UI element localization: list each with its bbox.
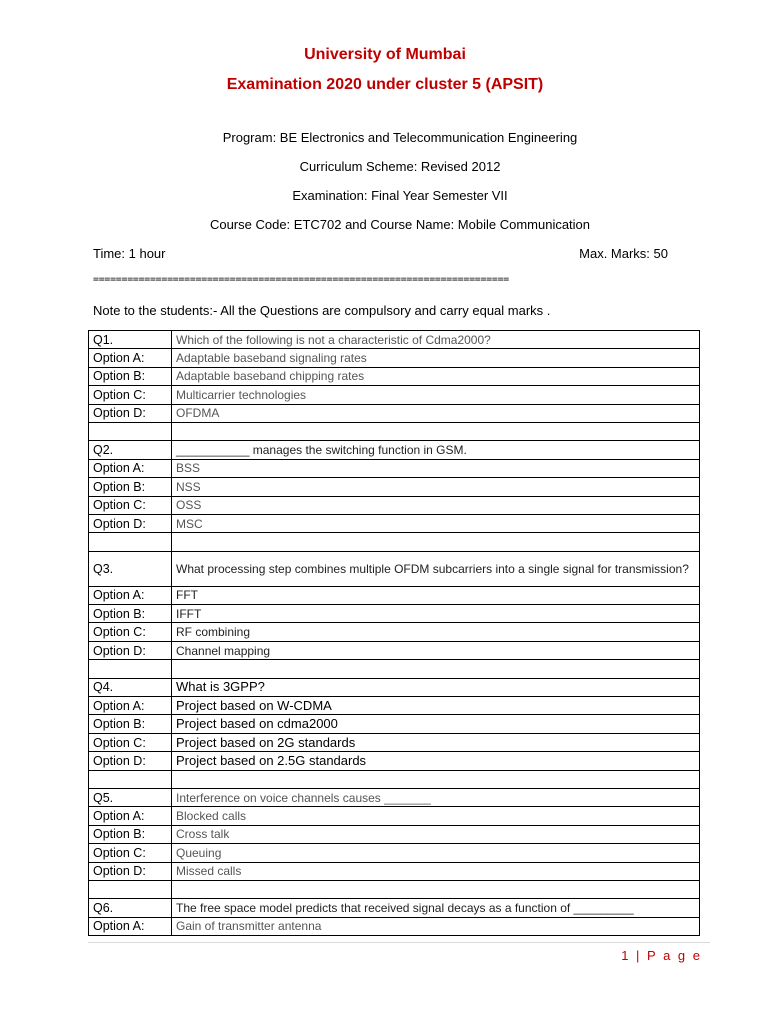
students-note: Note to the students:- All the Questions are compulsory and carry equal marks . <box>93 303 551 318</box>
spacer-row <box>89 880 700 898</box>
option-label: Option C: <box>89 844 172 862</box>
option-label: Option D: <box>89 641 172 659</box>
option-label: Option B: <box>89 478 172 496</box>
option-text: Channel mapping <box>172 641 700 659</box>
option-row <box>89 733 700 751</box>
option-row <box>89 459 700 477</box>
question-text: What is 3GPP? <box>172 678 700 696</box>
option-row <box>89 752 700 770</box>
option-row <box>89 586 700 604</box>
option-text: OSS <box>172 496 700 514</box>
question-text: Which of the following is not a characteristic of Cdma2000? <box>172 331 700 349</box>
question-row <box>89 678 700 696</box>
option-row <box>89 605 700 623</box>
option-text: OFDMA <box>172 404 700 422</box>
option-label: Option D: <box>89 862 172 880</box>
option-row <box>89 917 700 935</box>
question-label: Q6. <box>89 899 172 917</box>
option-text: FFT <box>172 586 700 604</box>
option-label: Option A: <box>89 349 172 367</box>
option-text: Project based on 2G standards <box>172 733 700 751</box>
option-row <box>89 641 700 659</box>
option-label: Option D: <box>89 514 172 532</box>
max-marks-label: Max. Marks: 50 <box>579 246 668 261</box>
questions-table <box>88 330 700 936</box>
program-line: Program: BE Electronics and Telecommunication Engineering <box>222 130 578 145</box>
option-label: Option B: <box>89 715 172 733</box>
separator-line: ========================================================================= <box>93 274 509 285</box>
option-text: Adaptable baseband chipping rates <box>172 367 700 385</box>
question-text: The free space model predicts that received signal decays as a function of _________ <box>172 899 700 917</box>
option-row <box>89 478 700 496</box>
spacer-row <box>89 422 700 440</box>
option-text: Project based on cdma2000 <box>172 715 700 733</box>
option-row <box>89 715 700 733</box>
option-label: Option C: <box>89 623 172 641</box>
option-label: Option B: <box>89 825 172 843</box>
question-row <box>89 441 700 459</box>
scheme-line: Curriculum Scheme: Revised 2012 <box>299 159 501 174</box>
option-row <box>89 825 700 843</box>
question-label: Q1. <box>89 331 172 349</box>
option-row <box>89 623 700 641</box>
question-label: Q3. <box>89 551 172 586</box>
option-text: Queuing <box>172 844 700 862</box>
spacer-row <box>89 660 700 678</box>
option-text: Blocked calls <box>172 807 700 825</box>
option-text: IFFT <box>172 605 700 623</box>
option-label: Option A: <box>89 917 172 935</box>
option-text: MSC <box>172 514 700 532</box>
page-number: 1 | P a g e <box>621 948 702 963</box>
question-row <box>89 331 700 349</box>
question-label: Q4. <box>89 678 172 696</box>
option-label: Option B: <box>89 367 172 385</box>
spacer-row <box>89 533 700 551</box>
option-row <box>89 404 700 422</box>
option-label: Option D: <box>89 404 172 422</box>
question-row <box>89 551 700 586</box>
option-text: Multicarrier technologies <box>172 386 700 404</box>
footer-divider <box>88 942 710 943</box>
option-label: Option A: <box>89 697 172 715</box>
course-line: Course Code: ETC702 and Course Name: Mobile Communication <box>209 217 591 232</box>
option-row <box>89 367 700 385</box>
question-text: What processing step combines multiple OFDM subcarriers into a single signal for transmission? <box>172 551 700 586</box>
option-row <box>89 844 700 862</box>
question-text: Interference on voice channels causes _______ <box>172 788 700 806</box>
option-text: RF combining <box>172 623 700 641</box>
question-label: Q5. <box>89 788 172 806</box>
option-row <box>89 386 700 404</box>
option-row <box>89 514 700 532</box>
option-row <box>89 349 700 367</box>
option-text: Adaptable baseband signaling rates <box>172 349 700 367</box>
option-label: Option A: <box>89 459 172 477</box>
option-label: Option A: <box>89 586 172 604</box>
option-text: Cross talk <box>172 825 700 843</box>
option-text: Project based on 2.5G standards <box>172 752 700 770</box>
option-label: Option C: <box>89 386 172 404</box>
examination-line: Examination: Final Year Semester VII <box>292 188 508 203</box>
option-text: Project based on W-CDMA <box>172 697 700 715</box>
option-row <box>89 496 700 514</box>
option-row <box>89 807 700 825</box>
option-text: Missed calls <box>172 862 700 880</box>
option-label: Option A: <box>89 807 172 825</box>
option-row <box>89 862 700 880</box>
university-title: University of Mumbai <box>304 46 466 63</box>
spacer-row <box>89 770 700 788</box>
option-text: BSS <box>172 459 700 477</box>
question-label: Q2. <box>89 441 172 459</box>
exam-title: Examination 2020 under cluster 5 (APSIT) <box>226 76 544 93</box>
option-label: Option B: <box>89 605 172 623</box>
option-label: Option C: <box>89 496 172 514</box>
option-text: Gain of transmitter antenna <box>172 917 700 935</box>
option-text: NSS <box>172 478 700 496</box>
question-row <box>89 899 700 917</box>
question-row <box>89 788 700 806</box>
question-text: ___________ manages the switching function in GSM. <box>172 441 700 459</box>
option-label: Option C: <box>89 733 172 751</box>
time-label: Time: 1 hour <box>93 246 166 261</box>
option-row <box>89 697 700 715</box>
option-label: Option D: <box>89 752 172 770</box>
